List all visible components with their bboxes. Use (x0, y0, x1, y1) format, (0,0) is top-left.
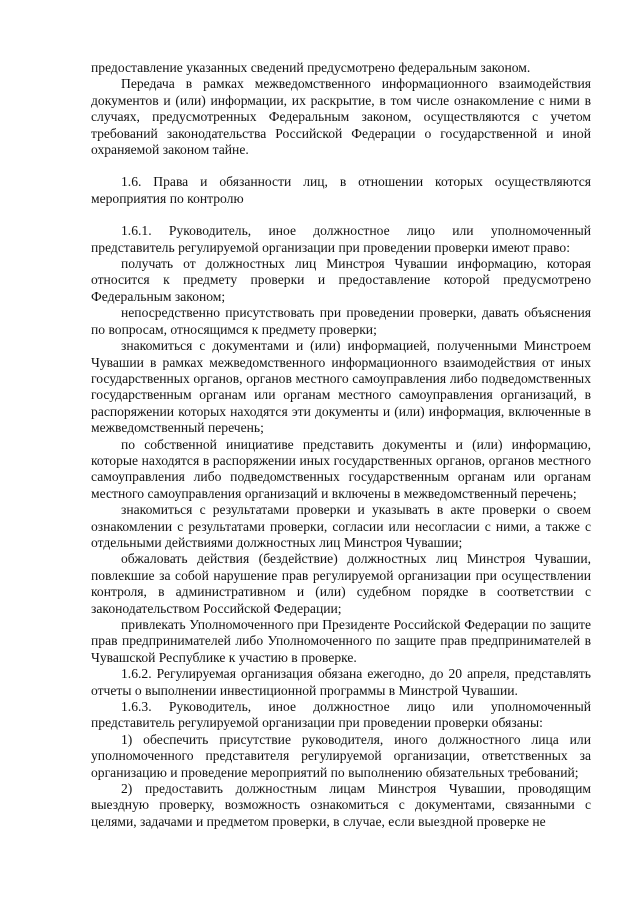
document-body (91, 60, 591, 830)
duty-provide-access: 2) предоставить должностным лицам Минстроя Чувашии, проводящим выездную проверку, возможность ознакомиться с документами, связанными с целями, задачами и предметом проверки, в случае, если выездной проверке не (91, 781, 591, 829)
section-heading-1-6: 1.6. Права и обязанности лиц, в отношении которых осуществляются мероприятия по контролю (91, 174, 591, 206)
paragraph-continuation: предоставление указанных сведений предусмотрено федеральным законом. (91, 60, 531, 75)
right-review-documents: знакомиться с документами и (или) информацией, полученными Минстроем Чувашии в рамках межведомственного информационного взаимодействия от иных государственных органов, органов местного самоуправления либо подведомственных государственным органам или органам местного самоуправления организаций, в распоряжении которых находятся эти документы и (или) информация, включенные в межведомственный перечень; (91, 338, 591, 436)
right-review-results: знакомиться с результатами проверки и указывать в акте проверки о своем ознакомлении с результатами проверки, согласии или несогласии с ними, а также с отдельными действиями должностных лиц Минстроя Чувашии; (91, 502, 591, 550)
clause-1-6-2: 1.6.2. Регулируемая организация обязана ежегодно, до 20 апреля, представлять отчеты о выполнении инвестиционной программы в Минстрой Чувашии. (91, 666, 591, 698)
clause-1-6-1: 1.6.1. Руководитель, иное должностное лицо или уполномоченный представитель регулируемой организации при проведении проверки имеют право: (91, 223, 591, 255)
right-appeal: обжаловать действия (бездействие) должностных лиц Минстроя Чувашии, повлекшие за собой нарушение прав регулируемой организации при осуществлении контроля, в административном и (или) судебном порядке в соответствии с законодательством Российской Федерации; (91, 551, 591, 616)
paragraph-data-transfer: Передача в рамках межведомственного информационного взаимодействия документов и (или) информации, их раскрытие, в том числе ознакомление с ними в случаях, предусмотренных Федеральным законом, осуществляются с учетом требований законодательства Российской Федерации о государственной и иной охраняемой законом тайне. (91, 76, 591, 158)
duty-ensure-presence: 1) обеспечить присутствие руководителя, иного должностного лица или уполномоченного представителя регулируемой организации, ответственных за организацию и проведение мероприятий по выполнению обязательных требований; (91, 731, 591, 780)
right-submit-documents: по собственной инициативе представить документы и (или) информацию, которые находятся в распоряжении иных государственных органов, органов местного самоуправления либо подведомственных государственным органам или органам местного самоуправления организаций и включены в межведомственный перечень; (91, 436, 591, 501)
right-involve-ombudsman: привлекать Уполномоченного при Президенте Российской Федерации по защите прав предпринимателей либо Уполномоченного по защите прав предпринимателей в Чувашской Республике к участию в проверке. (91, 617, 591, 665)
right-receive-information: получать от должностных лиц Минстроя Чувашии информацию, которая относится к предмету проверки и предоставление которой предусмотрено Федеральным законом; (91, 256, 591, 304)
clause-1-6-3: 1.6.3. Руководитель, иное должностное лицо или уполномоченный представитель регулируемой организации при проведении проверки обязаны: (91, 699, 591, 731)
right-be-present: непосредственно присутствовать при проведении проверки, давать объяснения по вопросам, относящимся к предмету проверки; (91, 305, 591, 337)
